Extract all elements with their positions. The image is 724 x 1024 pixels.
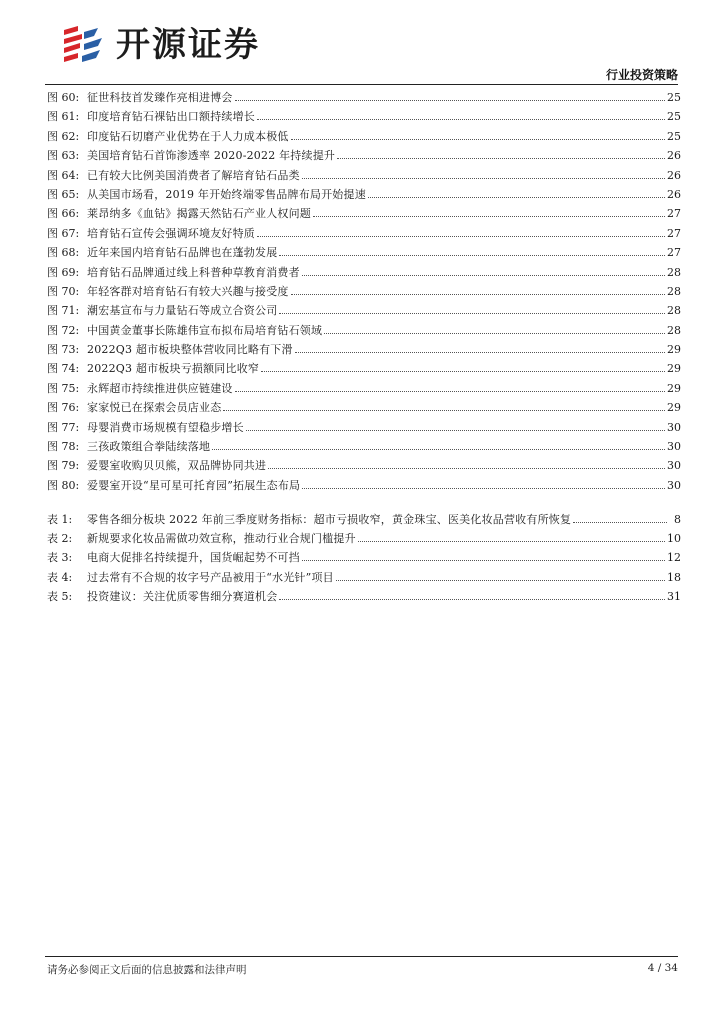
entry-title: 已有较大比例美国消费者了解培育钻石品类 — [87, 168, 300, 182]
entry-page-number: 25 — [667, 91, 681, 104]
entry-label: 图 78: — [47, 440, 80, 454]
entry-page-number: 12 — [667, 551, 681, 565]
entry-label: 图 67: — [47, 226, 80, 240]
figure-entry[interactable] — [47, 301, 681, 320]
report-type: 行业投资策略 — [605, 68, 678, 82]
figure-entry[interactable] — [47, 321, 681, 340]
figure-entry[interactable] — [47, 398, 681, 417]
entry-label: 图 73: — [47, 343, 80, 357]
table-list — [47, 510, 681, 606]
entry-label: 表 2: — [47, 532, 73, 546]
entry-title: 印度钻石切磨产业优势在于人力成本极低 — [87, 129, 289, 143]
entry-page-number: 31 — [667, 589, 681, 603]
dot-leader — [291, 294, 665, 295]
entry-label: 图 64: — [47, 168, 80, 182]
entry-label: 图 70: — [47, 284, 80, 298]
entry-page-number: 30 — [667, 478, 681, 492]
entry-title: 爱婴室收购贝贝熊，双品牌协同共进 — [87, 459, 267, 473]
entry-title: 零售各细分板块 2022 年前三季度财务指标：超市亏损收窄，黄金珠宝、医美化妆品营收有所恢复 — [87, 513, 572, 526]
dot-leader — [261, 371, 665, 372]
entry-page-number: 25 — [667, 129, 681, 143]
entry-title: 从美国市场看，2019 年开始终端零售品牌布局开始提速 — [87, 187, 366, 201]
figure-entry[interactable] — [47, 107, 681, 126]
figure-entry[interactable] — [47, 418, 681, 437]
dot-leader — [279, 313, 665, 314]
dot-leader — [223, 410, 665, 411]
entry-title: 家家悦已在探索会员店业态 — [87, 401, 222, 415]
dot-leader — [324, 333, 665, 334]
entry-page-number: 28 — [667, 284, 681, 298]
entry-title: 潮宏基宣布与力量钻石等成立合资公司 — [87, 304, 278, 318]
entry-label: 表 4: — [47, 570, 73, 584]
entry-page-number: 26 — [667, 149, 681, 163]
entry-title: 爱婴室开设“星可星可托育园”拓展生态布局 — [87, 478, 301, 492]
entry-label: 图 68: — [47, 246, 80, 260]
figure-entry[interactable] — [47, 456, 681, 475]
entry-label: 图 76: — [47, 401, 80, 415]
dot-leader — [336, 580, 665, 581]
entry-title: 母婴消费市场规模有望稳步增长 — [87, 420, 244, 434]
dot-leader — [295, 352, 665, 353]
brand-name: 开源证券 — [116, 25, 260, 65]
entry-title: 投资建议：关注优质零售细分赛道机会 — [87, 589, 278, 603]
entry-page-number: 27 — [667, 226, 681, 240]
page-number: 4 / 34 — [647, 962, 678, 974]
entry-label: 表 3: — [47, 551, 73, 565]
entry-page-number: 27 — [667, 207, 681, 221]
entry-label: 图 79: — [47, 459, 80, 473]
figure-entry[interactable] — [47, 340, 681, 359]
entry-title: 新规要求化妆品需做功效宣称，推动行业合规门槛提升 — [87, 532, 356, 546]
entry-title: 永辉超市持续推进供应链建设 — [87, 381, 233, 395]
figure-entry[interactable] — [47, 166, 681, 185]
entry-page-number: 25 — [667, 110, 681, 124]
entry-page-number: 10 — [667, 532, 681, 546]
figure-entry[interactable] — [47, 88, 681, 107]
table-entry[interactable] — [47, 510, 681, 529]
entry-title: 2022Q3 超市板块整体营收同比略有下滑 — [87, 343, 293, 357]
figure-entry[interactable] — [47, 204, 681, 223]
dot-leader — [257, 236, 665, 237]
entry-title: 莱昂纳多《血钻》揭露天然钻石产业人权问题 — [87, 207, 311, 221]
dot-leader — [235, 100, 665, 101]
dot-leader — [291, 139, 665, 140]
entry-title: 征世科技首发臻作亮相进博会 — [87, 91, 233, 104]
figure-entry[interactable] — [47, 127, 681, 146]
dot-leader — [235, 391, 665, 392]
entry-title: 过去常有不合规的妆字号产品被用于“水光针”项目 — [87, 570, 334, 584]
entry-label: 图 66: — [47, 207, 80, 221]
figure-list — [47, 88, 681, 495]
dot-leader — [246, 430, 665, 431]
entry-label: 图 72: — [47, 323, 80, 337]
figure-entry[interactable] — [47, 282, 681, 301]
dot-leader — [257, 119, 665, 120]
entry-title: 2022Q3 超市板块亏损额同比收窄 — [87, 362, 260, 376]
entry-page-number: 27 — [667, 246, 681, 260]
table-entry[interactable] — [47, 548, 681, 567]
brand-mark-icon — [58, 22, 110, 68]
dot-leader — [212, 449, 665, 450]
dot-leader — [279, 255, 665, 256]
figure-entry[interactable] — [47, 379, 681, 398]
entry-page-number: 29 — [667, 381, 681, 395]
entry-label: 图 61: — [47, 110, 80, 124]
figure-entry[interactable] — [47, 243, 681, 262]
entry-page-number: 8 — [674, 513, 681, 526]
entry-label: 图 65: — [47, 187, 80, 201]
entry-page-number: 29 — [667, 343, 681, 357]
dot-leader — [302, 560, 665, 561]
entry-label: 图 74: — [47, 362, 80, 376]
figure-entry[interactable] — [47, 146, 681, 165]
entry-page-number: 26 — [667, 187, 681, 201]
dot-leader — [573, 522, 667, 523]
entry-title: 三孩政策组合拳陆续落地 — [87, 440, 211, 454]
figure-entry[interactable] — [47, 476, 681, 495]
figure-entry[interactable] — [47, 437, 681, 456]
entry-page-number: 29 — [667, 362, 681, 376]
figure-entry[interactable] — [47, 263, 681, 282]
entry-title: 中国黄金董事长陈雄伟宣布拟布局培育钻石领域 — [87, 323, 323, 337]
entry-label: 图 75: — [47, 381, 80, 395]
dot-leader — [302, 488, 665, 489]
entry-label: 图 80: — [47, 478, 80, 492]
entry-page-number: 28 — [667, 265, 681, 279]
dot-leader — [268, 468, 665, 469]
entry-label: 表 1: — [47, 513, 73, 526]
entry-title: 美国培育钻石首饰渗透率 2020-2022 年持续提升 — [87, 149, 336, 163]
entry-label: 图 71: — [47, 304, 80, 318]
footer-disclaimer: 请务必参阅正文后面的信息披露和法律声明 — [47, 964, 247, 976]
figure-entry[interactable] — [47, 185, 681, 204]
entry-title: 印度培育钻石裸钻出口额持续增长 — [87, 110, 255, 124]
dot-leader — [302, 178, 665, 179]
dot-leader — [368, 197, 665, 198]
brand-logo — [58, 22, 298, 68]
table-entry[interactable] — [47, 587, 681, 606]
entry-page-number: 30 — [667, 440, 681, 454]
entry-label: 表 5: — [47, 589, 73, 603]
entry-title: 培育钻石品牌通过线上科普种草教育消费者 — [87, 265, 300, 279]
entry-label: 图 69: — [47, 265, 80, 279]
page-header — [0, 0, 724, 90]
entry-page-number: 29 — [667, 401, 681, 415]
entry-page-number: 28 — [667, 323, 681, 337]
entry-page-number: 28 — [667, 304, 681, 318]
dot-leader — [313, 216, 665, 217]
figure-entry[interactable] — [47, 359, 681, 378]
dot-leader — [337, 158, 665, 159]
entry-title: 电商大促排名持续提升，国货崛起势不可挡 — [87, 551, 300, 565]
entry-page-number: 30 — [667, 420, 681, 434]
entry-title: 培育钻石宣传会强调环境友好特质 — [87, 226, 255, 240]
entry-title: 年轻客群对培育钻石有较大兴趣与接受度 — [87, 284, 289, 298]
entry-title: 近年来国内培育钻石品牌也在蓬勃发展 — [87, 246, 278, 260]
table-entry[interactable] — [47, 568, 681, 587]
footer-rule — [45, 956, 678, 957]
table-entry[interactable] — [47, 529, 681, 548]
entry-page-number: 30 — [667, 459, 681, 473]
dot-leader — [358, 541, 665, 542]
figure-entry[interactable] — [47, 224, 681, 243]
entry-label: 图 60: — [47, 91, 80, 104]
dot-leader — [279, 599, 665, 600]
entry-page-number: 18 — [667, 570, 681, 584]
entry-label: 图 77: — [47, 420, 80, 434]
header-rule — [45, 84, 678, 85]
entry-page-number: 26 — [667, 168, 681, 182]
dot-leader — [302, 275, 665, 276]
entry-label: 图 62: — [47, 129, 80, 143]
entry-label: 图 63: — [47, 149, 80, 163]
